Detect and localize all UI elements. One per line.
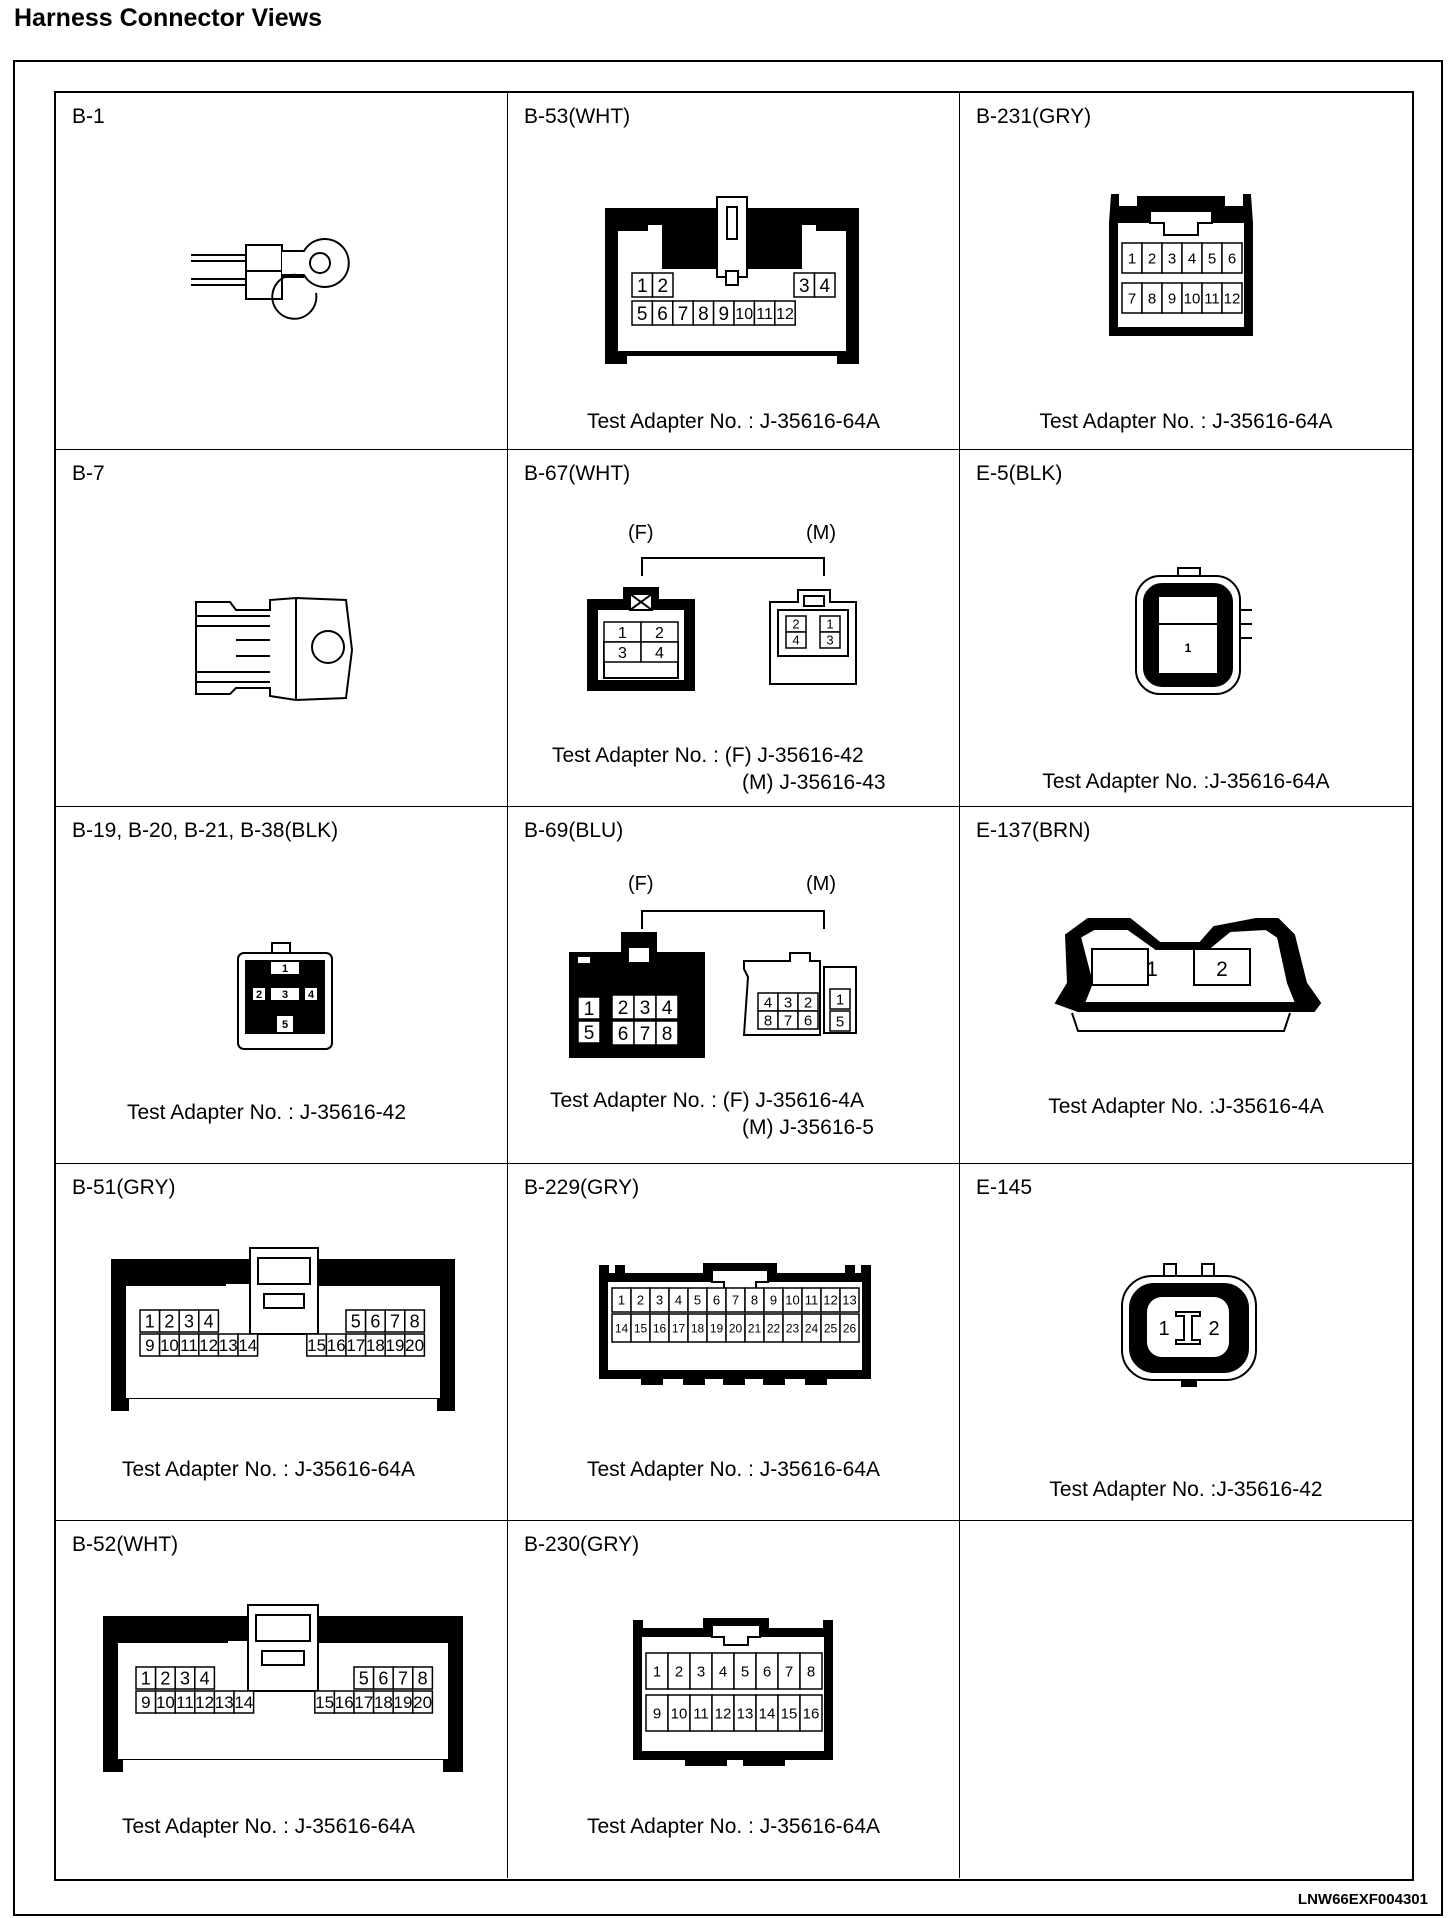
pin-label: 7 (783, 1012, 793, 1030)
pin-label: 7 (784, 1663, 794, 1681)
pin-label: 3 (179, 1668, 191, 1689)
test-adapter-label: Test Adapter No. : (F) J-35616-42 (552, 744, 864, 767)
figure-code: LNW66EXF004301 (1297, 1891, 1428, 1908)
pin-label: 23 (785, 1321, 800, 1336)
connector-b53-diagram (508, 93, 960, 393)
pin-label: 20 (413, 1693, 433, 1713)
pin-label: 6 (378, 1668, 389, 1689)
empty-cell (960, 1521, 1412, 1878)
pin-label: 2 (255, 989, 263, 1001)
pin-label: 2 (164, 1311, 175, 1332)
pin-label: 8 (763, 1012, 773, 1030)
pin-label: 11 (756, 305, 773, 323)
pin-label: 5 (693, 1292, 702, 1308)
female-label: (F) (628, 873, 654, 895)
pin-label: 18 (365, 1336, 385, 1356)
pin-label: 1 (583, 998, 595, 1020)
test-adapter-label-m: (M) J-35616-5 (742, 1116, 874, 1139)
pin-label: 8 (806, 1663, 816, 1681)
pin-label: 6 (617, 1023, 629, 1045)
pin-label: 6 (803, 1012, 813, 1030)
pin-label: 3 (1167, 250, 1177, 268)
pin-label: 8 (750, 1292, 759, 1308)
connector-cell-b69 (508, 807, 960, 1164)
test-adapter-label: Test Adapter No. :J-35616-64A (1042, 770, 1330, 793)
connector-cell-b1 (56, 93, 508, 450)
connector-label: B-69(BLU) (524, 819, 624, 842)
connector-cell-b52 (56, 1521, 508, 1878)
ring-terminal-diagram (56, 93, 508, 450)
connector-b231-diagram (960, 93, 1412, 393)
pin-label: 4 (792, 632, 800, 648)
connector-cell-b231 (960, 93, 1412, 450)
pin-label: 1 (281, 963, 289, 975)
pin-label: 9 (652, 1705, 662, 1723)
pin-label: 10 (159, 1336, 179, 1356)
pin-label: 12 (199, 1336, 219, 1356)
pin-label: 7 (389, 1311, 401, 1332)
connector-cell-b19 (56, 807, 508, 1164)
pin-label: 6 (657, 303, 668, 325)
pin-label: 11 (176, 1693, 194, 1713)
pin-label: 1 (617, 1292, 626, 1308)
pin-label: 10 (785, 1292, 800, 1308)
pin-label: 16 (326, 1336, 346, 1356)
pin-label: 12 (1223, 290, 1241, 308)
test-adapter-label: Test Adapter No. : J-35616-64A (586, 1458, 880, 1481)
pin-label: 2 (1216, 958, 1228, 981)
pin-label: 5 (281, 1019, 289, 1031)
pin-label: 3 (183, 1311, 195, 1332)
pin-label: 2 (655, 624, 664, 642)
connector-cell-e5 (960, 450, 1412, 807)
connector-label: B-52(WHT) (72, 1533, 179, 1556)
pin-label: 10 (155, 1693, 175, 1713)
pin-label: 2 (160, 1668, 171, 1689)
connector-b51-diagram (56, 1164, 508, 1464)
pin-label: 16 (802, 1705, 820, 1723)
test-adapter-label-m: (M) J-35616-43 (742, 771, 886, 794)
pin-label: 12 (776, 305, 794, 323)
test-adapter-label: Test Adapter No. : J-35616-64A (121, 1815, 415, 1838)
pin-label: 24 (804, 1321, 819, 1336)
pin-label: 19 (385, 1336, 405, 1356)
pin-label: 21 (747, 1321, 762, 1336)
pin-label: 1 (636, 275, 648, 297)
pin-label: 13 (842, 1292, 857, 1308)
connector-cell-b230 (508, 1521, 960, 1878)
connector-label: E-145 (976, 1176, 1033, 1199)
pin-label: 6 (712, 1292, 721, 1308)
male-label: (M) (806, 522, 836, 544)
pin-label: 3 (696, 1663, 706, 1681)
test-adapter-label: Test Adapter No. :J-35616-42 (1049, 1478, 1323, 1501)
pin-label: 13 (214, 1693, 234, 1713)
female-label: (F) (628, 522, 654, 544)
pin-label: 4 (674, 1292, 683, 1308)
pin-label: 2 (617, 997, 629, 1019)
pin-label: 3 (281, 989, 289, 1001)
pin-label: 4 (1187, 250, 1197, 268)
pin-label: 13 (218, 1336, 238, 1356)
pin-label: 12 (195, 1693, 215, 1713)
connector-e5-diagram (960, 450, 1412, 750)
pin-label: 7 (397, 1668, 409, 1689)
pin-label: 3 (655, 1292, 664, 1308)
pin-label: 5 (583, 1022, 595, 1044)
pin-label: 18 (373, 1693, 393, 1713)
pin-label: 4 (661, 997, 673, 1019)
pin-label: 1 (826, 616, 834, 632)
pin-label: 2 (1147, 250, 1157, 268)
pin-label: 8 (1147, 290, 1157, 308)
connector-label: B-67(WHT) (524, 462, 631, 485)
connector-cell-e145 (960, 1164, 1412, 1521)
pin-label: 4 (307, 989, 315, 1001)
pin-label: 20 (728, 1321, 743, 1336)
connector-b52-diagram (56, 1521, 508, 1821)
pin-label: 15 (315, 1693, 335, 1713)
connector-e137-diagram (960, 807, 1412, 1107)
terminal-lug-diagram (56, 450, 508, 807)
pin-label: 11 (1204, 290, 1220, 308)
pin-label: 15 (633, 1321, 648, 1336)
pin-label: 5 (740, 1663, 750, 1681)
connector-b19-diagram (56, 807, 508, 1107)
pin-label: 2 (674, 1663, 684, 1681)
pin-label: 1 (652, 1663, 662, 1681)
pin-label: 10 (1183, 290, 1201, 308)
pin-label: 1 (1146, 958, 1158, 981)
pin-label: 14 (238, 1336, 258, 1356)
pin-label: 1 (144, 1311, 155, 1332)
pin-label: 4 (655, 644, 664, 662)
pin-label: 3 (826, 632, 834, 648)
pin-label: 8 (698, 303, 709, 325)
connector-cell-b67 (508, 450, 960, 807)
pin-label: 4 (199, 1668, 210, 1689)
pin-label: 2 (803, 994, 813, 1012)
pin-label: 26 (842, 1321, 857, 1336)
pin-label: 1 (140, 1668, 151, 1689)
pin-label: 10 (735, 305, 754, 323)
pin-label: 22 (766, 1321, 781, 1336)
pin-label: 4 (203, 1311, 214, 1332)
pin-label: 3 (798, 275, 810, 297)
pin-label: 15 (307, 1336, 327, 1356)
pin-label: 11 (804, 1292, 819, 1308)
connector-b229-diagram (508, 1164, 960, 1464)
pin-label: 15 (780, 1705, 798, 1723)
pin-label: 4 (763, 994, 773, 1012)
pin-label: 5 (835, 1013, 845, 1031)
pin-label: 18 (690, 1321, 705, 1336)
connector-b69-diagram (508, 807, 960, 1067)
connector-cell-b51 (56, 1164, 508, 1521)
connector-label: B-19, B-20, B-21, B-38(BLK) (72, 819, 339, 842)
connector-label: B-230(GRY) (524, 1533, 640, 1556)
pin-label: 19 (709, 1321, 724, 1336)
pin-label: 3 (618, 644, 627, 662)
pin-label: 14 (614, 1321, 629, 1336)
connector-grid (54, 91, 1414, 1881)
connector-label: B-53(WHT) (524, 105, 631, 128)
pin-label: 1 (1184, 641, 1192, 655)
test-adapter-label: Test Adapter No. : (F) J-35616-4A (550, 1089, 864, 1112)
pin-label: 1 (835, 991, 845, 1009)
pin-label: 5 (358, 1668, 369, 1689)
pin-label: 1 (618, 624, 627, 642)
pin-label: 8 (417, 1668, 428, 1689)
pin-label: 7 (677, 303, 689, 325)
connector-b230-diagram (508, 1521, 960, 1821)
connector-cell-b229 (508, 1164, 960, 1521)
pin-label: 14 (758, 1705, 776, 1723)
pin-label: 8 (661, 1023, 673, 1045)
pin-label: 3 (783, 994, 793, 1012)
pin-label: 6 (370, 1311, 381, 1332)
connector-cell-b53 (508, 93, 960, 450)
pin-label: 4 (718, 1663, 728, 1681)
pin-label: 25 (823, 1321, 838, 1336)
pin-label: 9 (1167, 290, 1177, 308)
pin-label: 9 (141, 1693, 151, 1713)
connector-label: E-137(BRN) (976, 819, 1091, 842)
connector-label: B-51(GRY) (72, 1176, 176, 1199)
pin-label: 17 (671, 1321, 686, 1336)
pin-label: 3 (639, 997, 651, 1019)
page-title: Harness Connector Views (14, 4, 322, 32)
pin-label: 2 (792, 616, 800, 632)
pin-label: 9 (145, 1336, 155, 1356)
connector-label: B-7 (72, 462, 105, 485)
pin-label: 2 (657, 275, 669, 297)
pin-label: 5 (350, 1311, 361, 1332)
test-adapter-label: Test Adapter No. : J-35616-64A (586, 1815, 880, 1838)
pin-label: 16 (652, 1321, 667, 1336)
connector-e145-diagram (960, 1164, 1412, 1464)
pin-label: 7 (731, 1292, 740, 1308)
test-adapter-label: Test Adapter No. :J-35616-4A (1048, 1095, 1324, 1118)
connector-label: B-1 (72, 105, 105, 128)
pin-label: 10 (670, 1705, 688, 1723)
pin-label: 2 (636, 1292, 645, 1308)
male-label: (M) (806, 873, 836, 895)
pin-label: 13 (736, 1705, 754, 1723)
pin-label: 12 (823, 1292, 838, 1308)
connector-label: B-229(GRY) (524, 1176, 640, 1199)
pin-label: 20 (405, 1336, 425, 1356)
test-adapter-label: Test Adapter No. : J-35616-64A (121, 1458, 415, 1481)
pin-label: 17 (354, 1693, 374, 1713)
pin-label: 16 (334, 1693, 354, 1713)
pin-label: 4 (819, 275, 831, 297)
pin-label: 11 (693, 1705, 709, 1723)
pin-label: 11 (180, 1336, 198, 1356)
connector-cell-b7 (56, 450, 508, 807)
connector-label: E-5(BLK) (976, 462, 1063, 485)
pin-label: 5 (1207, 250, 1217, 268)
connector-b67-diagram (508, 450, 960, 700)
connector-cell-e137 (960, 807, 1412, 1164)
pin-label: 7 (639, 1023, 651, 1045)
pin-label: 8 (409, 1311, 420, 1332)
pin-label: 2 (1208, 1318, 1220, 1340)
pin-label: 1 (1158, 1318, 1170, 1340)
pin-label: 6 (1227, 250, 1237, 268)
pin-label: 1 (1127, 250, 1137, 268)
connector-label: B-231(GRY) (976, 105, 1092, 128)
pin-label: 7 (1127, 290, 1137, 308)
test-adapter-label: Test Adapter No. : J-35616-42 (127, 1101, 406, 1124)
pin-label: 17 (346, 1336, 366, 1356)
pin-label: 6 (762, 1663, 772, 1681)
pin-label: 12 (714, 1705, 732, 1723)
pin-label: 9 (769, 1292, 778, 1308)
pin-label: 19 (393, 1693, 413, 1713)
pin-label: 9 (718, 303, 730, 325)
test-adapter-label: Test Adapter No. : J-35616-64A (586, 410, 880, 433)
pin-label: 5 (636, 303, 648, 325)
pin-label: 14 (234, 1693, 254, 1713)
test-adapter-label: Test Adapter No. : J-35616-64A (1039, 410, 1333, 433)
